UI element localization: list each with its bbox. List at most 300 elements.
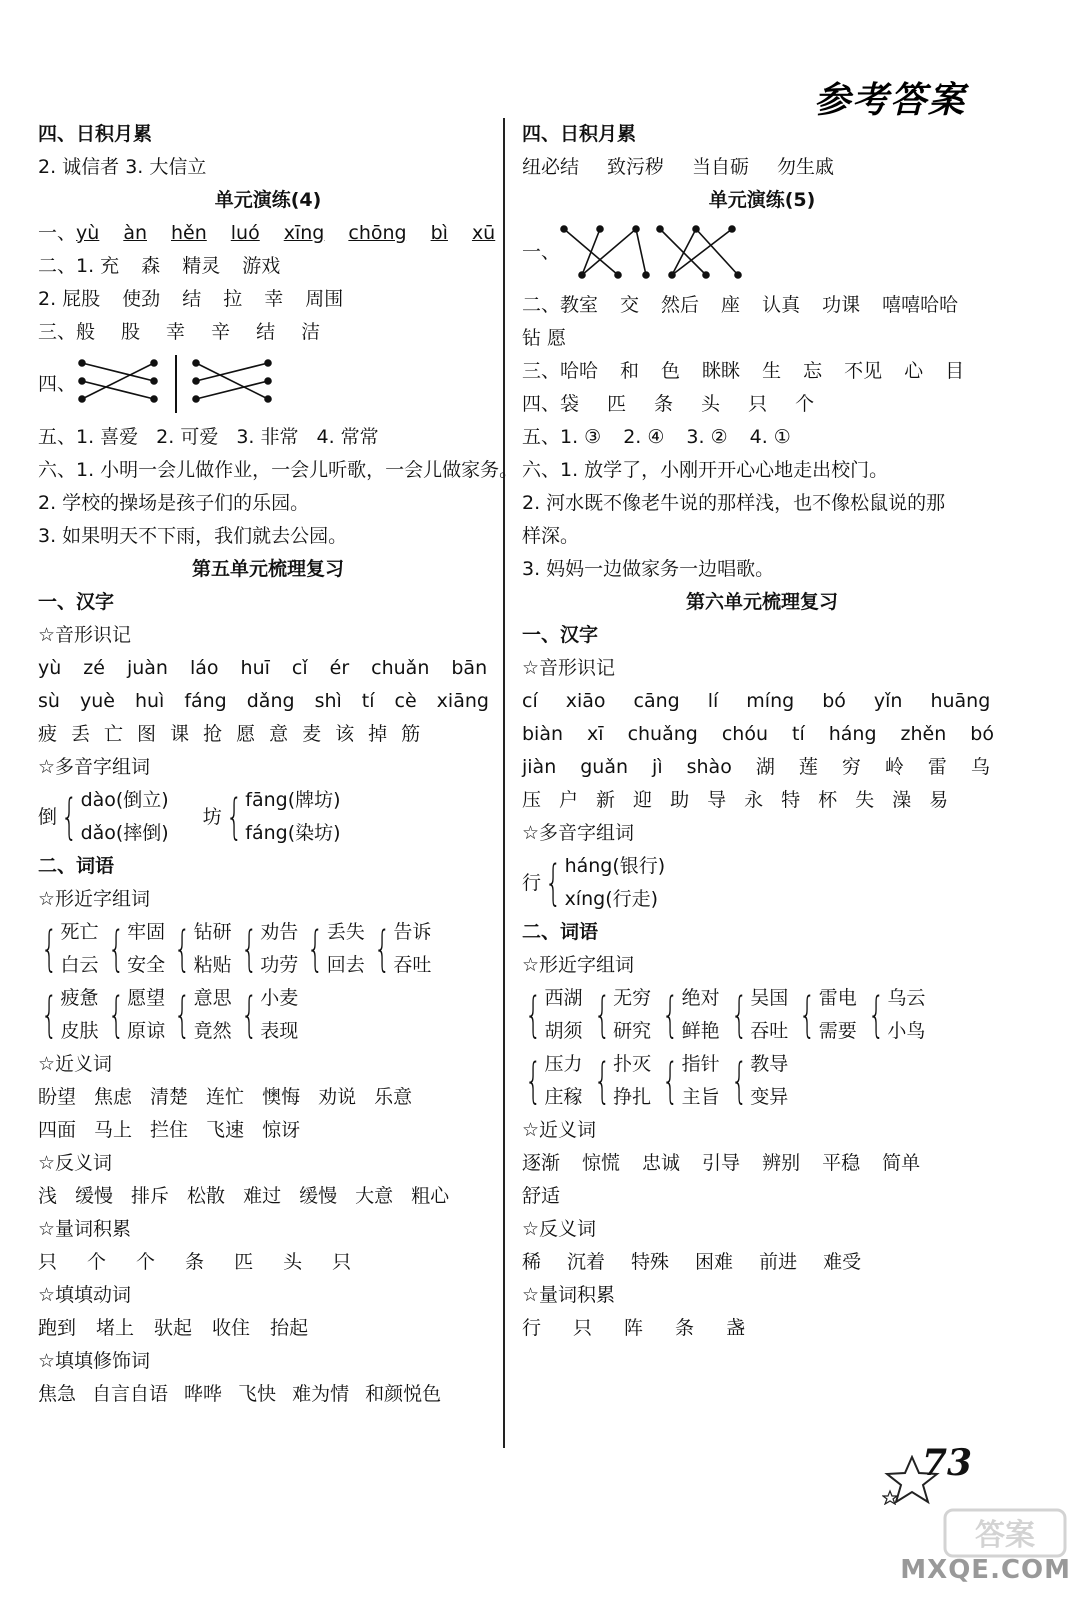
subsection-heading: ☆量词积累 [522, 1284, 616, 1306]
subsection-heading: ☆近义词 [522, 1119, 597, 1141]
word-pair-item: 胡须 [544, 1020, 583, 1042]
answer-token: 驮起 [154, 1317, 193, 1339]
word-pair [659, 1048, 720, 1114]
section-heading: 一、汉字 [38, 591, 115, 613]
pinyin-line [38, 685, 498, 718]
brace-icon: { [730, 987, 748, 1043]
brace-icon: { [60, 789, 78, 845]
word-pair [38, 916, 99, 982]
brace-icon: { [524, 987, 542, 1043]
word-pair-item: 意思 [193, 987, 232, 1009]
word-pair-item: 皮肤 [60, 1020, 99, 1042]
answer-token: 勿生戚 [777, 156, 835, 178]
answer-token: 五、1. ③ [522, 426, 602, 448]
polyphone-group [38, 784, 498, 850]
word-pair-item: 庄稼 [544, 1086, 583, 1108]
section-heading: 一、汉字 [522, 624, 599, 646]
answer-token: 结 [256, 321, 276, 343]
answer-line [38, 421, 498, 454]
answer-token: luó [230, 222, 260, 244]
answer-token: 辨别 [762, 1152, 801, 1174]
similar-char-group [38, 916, 498, 982]
answer-line: 六、1. 小明一会儿做作业，一会儿听歌，一会儿做家务。 [38, 459, 519, 481]
answer-token: 课 [170, 723, 190, 745]
column-divider [503, 118, 505, 1448]
word-line [38, 1081, 498, 1114]
answer-line: 六、1. 放学了，小刚开开心心地走出校门。 [522, 459, 889, 481]
answer-token: 愿 [236, 723, 256, 745]
word-pair [171, 982, 232, 1048]
answer-token: 麦 [302, 723, 322, 745]
answer-token: 自言自语 [92, 1383, 169, 1405]
word-pair-item: 牢固 [127, 921, 166, 943]
answer-token: 2. 可爱 [156, 426, 219, 448]
answer-token: 忠诚 [642, 1152, 681, 1174]
brace-icon: { [799, 987, 816, 1043]
answer-token: 平稳 [822, 1152, 861, 1174]
word-pair-item: 吴国 [750, 987, 789, 1009]
word-pair-item: 白云 [60, 954, 99, 976]
word-pair-item: 吞吐 [393, 954, 432, 976]
answer-token: shì [314, 690, 342, 712]
unit-title: 第六单元梳理复习 [685, 591, 838, 613]
polyphone-item: fáng(染坊) [245, 822, 341, 844]
answer-token: 筋 [401, 723, 421, 745]
answer-token: 缓慢 [299, 1185, 338, 1207]
page-number: 73 [922, 1442, 973, 1484]
answer-line [38, 316, 498, 349]
answer-token: zé [83, 657, 105, 679]
answer-token: 疲 [38, 723, 58, 745]
answer-token: 3. 非常 [236, 426, 299, 448]
answer-token: 心 [904, 360, 924, 382]
answer-line [522, 388, 1002, 421]
answer-token: 幸 [166, 321, 186, 343]
answer-token: 引导 [702, 1152, 741, 1174]
brace-icon: { [730, 1053, 748, 1109]
answer-token: 莲 [798, 756, 818, 778]
word-pair [238, 982, 299, 1048]
word-line [38, 1180, 498, 1213]
answer-token: 掉 [368, 723, 388, 745]
word-pair-item: 劝告 [260, 921, 299, 943]
answer-token: 生 [762, 360, 782, 382]
answer-token: 户 [559, 789, 579, 811]
word-pair [659, 982, 720, 1048]
answer-token: 迎 [633, 789, 653, 811]
answer-line: 2. 诚信者 3. 大信立 [38, 156, 207, 178]
answer-token: 嘻嘻哈哈 [882, 294, 959, 316]
brace-icon: { [524, 1053, 542, 1109]
answer-token: 收住 [212, 1317, 251, 1339]
answer-token: cí [522, 690, 538, 712]
answer-token: 色 [661, 360, 681, 382]
subsection-heading: ☆多音字组词 [38, 756, 151, 778]
answer-token: huī [240, 657, 270, 679]
answer-token: 岭 [884, 756, 904, 778]
answer-token: hěn [171, 222, 207, 244]
answer-token: 图 [137, 723, 157, 745]
answer-token: 二、1. 充 [38, 255, 120, 277]
word-pair-item: 鲜艳 [681, 1020, 720, 1042]
section-title: 四、日积月累 [38, 123, 153, 145]
word-pair [522, 1048, 583, 1114]
answer-token: 辛 [211, 321, 231, 343]
word-pair [105, 982, 166, 1048]
answer-token: 新 [596, 789, 616, 811]
subsection-heading: ☆填填动词 [38, 1284, 132, 1306]
pinyin-line [522, 751, 1002, 784]
subsection-heading: ☆多音字组词 [522, 822, 635, 844]
answer-token: 只 [748, 393, 768, 415]
answer-token: láo [189, 657, 219, 679]
answer-token: bó [970, 723, 994, 745]
answer-token: 盼望 [38, 1086, 77, 1108]
answer-token: 二、教室 [522, 294, 599, 316]
answer-token: xīng [283, 222, 325, 244]
answer-token: 亡 [104, 723, 124, 745]
word-pair-item: 西湖 [544, 987, 583, 1009]
answer-token: 只 [332, 1251, 352, 1273]
answer-token: ér [329, 657, 350, 679]
polyphone-item: dǎo(摔倒) [80, 822, 169, 844]
answer-token: 湖 [755, 756, 775, 778]
subsection-heading: ☆反义词 [38, 1152, 113, 1174]
answer-token: 乌 [970, 756, 990, 778]
answer-token: 缓慢 [75, 1185, 114, 1207]
answer-line: 2. 学校的操场是孩子们的乐园。 [38, 492, 310, 514]
subsection-heading: ☆形近字组词 [522, 954, 635, 976]
brace-icon: { [867, 987, 885, 1043]
answer-token: 特殊 [631, 1251, 670, 1273]
word-pair-item: 表现 [260, 1020, 299, 1042]
matching-answer [38, 351, 498, 417]
answer-token: 阵 [624, 1317, 644, 1339]
word-pair-item: 扑灭 [613, 1053, 652, 1075]
character-line [38, 718, 498, 751]
answer-token: 个 [136, 1251, 156, 1273]
answer-line [522, 421, 1002, 454]
word-pair-item: 告诉 [393, 921, 432, 943]
answer-token: 忘 [803, 360, 823, 382]
answer-token: 头 [701, 393, 721, 415]
answer-token: 该 [335, 723, 355, 745]
similar-char-group [38, 982, 498, 1048]
word-pair-item: 死亡 [60, 921, 99, 943]
word-pair [865, 982, 926, 1048]
unit-title: 单元演练(5) [708, 189, 816, 211]
answer-token: 大意 [355, 1185, 394, 1207]
answer-token: cāng [633, 690, 680, 712]
answer-token: 2. 屁股 [38, 288, 101, 310]
answer-token: 澡 [892, 789, 912, 811]
subsection-heading: ☆近义词 [38, 1053, 113, 1075]
answer-token: 雷 [927, 756, 947, 778]
polyphone-item: xíng(行走) [564, 888, 659, 910]
polyphone-group [522, 850, 1002, 916]
brace-icon: { [225, 789, 243, 845]
answer-token: 洁 [301, 321, 321, 343]
answer-token: 三、哈哈 [522, 360, 599, 382]
answer-token: 劝说 [318, 1086, 357, 1108]
similar-char-group [522, 1048, 1002, 1114]
answer-token: jiàn [522, 756, 557, 778]
word-line [522, 1246, 1002, 1279]
unit-title: 第五单元梳理复习 [191, 558, 344, 580]
answer-token: 难为情 [292, 1383, 350, 1405]
word-pair-item: 变异 [750, 1086, 789, 1108]
answer-token: 使劲 [122, 288, 161, 310]
word-pair [238, 916, 299, 982]
word-pair [171, 916, 232, 982]
word-pair [728, 982, 789, 1048]
word-pair-item: 丢失 [326, 921, 365, 943]
answer-token: 行 [522, 1317, 542, 1339]
polyphone-entry [38, 784, 169, 850]
word-pair-item: 乌云 [887, 987, 926, 1009]
polyphone-item: háng(银行) [564, 855, 666, 877]
question-number: 四、 [38, 373, 77, 395]
answer-token: 然后 [661, 294, 700, 316]
answer-token: 难过 [243, 1185, 282, 1207]
polyphone-entry [522, 850, 665, 916]
polyphone-entry [203, 784, 341, 850]
answer-token: 抢 [203, 723, 223, 745]
section-heading: 二、词语 [38, 855, 115, 877]
answer-token: 马上 [94, 1119, 133, 1141]
answer-token: 拉 [223, 288, 243, 310]
answer-token: 眯眯 [702, 360, 741, 382]
answer-token: 惊讶 [262, 1119, 301, 1141]
answer-token: bān [451, 657, 488, 679]
answer-line [38, 283, 498, 316]
answer-token: 匹 [607, 393, 627, 415]
word-pair [105, 916, 166, 982]
matching-answer [522, 219, 1002, 285]
brace-icon: { [107, 921, 125, 977]
answer-token: guǎn [580, 756, 629, 778]
answer-line: 2. 河水既不像老牛说的那样浅，也不像松鼠说的那 [522, 492, 946, 514]
word-pair-item: 指针 [681, 1053, 720, 1075]
answer-token: 排斥 [131, 1185, 170, 1207]
answer-token: 失 [855, 789, 875, 811]
answer-line: 样深。 [522, 525, 580, 547]
brace-icon: { [307, 921, 324, 977]
answer-token: 和 [620, 360, 640, 382]
answer-token: 粗心 [411, 1185, 450, 1207]
answer-token: 飞快 [238, 1383, 277, 1405]
svg-text:答案: 答案 [975, 1518, 1035, 1553]
answer-token: 杯 [818, 789, 838, 811]
word-pair [304, 916, 365, 982]
word-pair-item: 教导 [750, 1053, 789, 1075]
answer-token: 惊慌 [582, 1152, 621, 1174]
brace-icon: { [173, 921, 191, 977]
word-pair [591, 1048, 652, 1114]
answer-token: 稀 [522, 1251, 542, 1273]
word-pair-item: 粘贴 [193, 954, 232, 976]
answer-token: 结 [182, 288, 202, 310]
answer-token: 精灵 [182, 255, 221, 277]
word-pair [591, 982, 652, 1048]
answer-token: 四、袋 [522, 393, 580, 415]
brace-icon: { [661, 987, 679, 1043]
answer-token: 焦急 [38, 1383, 77, 1405]
answer-token: huāng [930, 690, 991, 712]
brace-icon: { [240, 987, 258, 1043]
answer-line: 3. 妈妈一边做家务一边唱歌。 [522, 558, 775, 580]
word-pair [522, 982, 583, 1048]
subsection-heading: ☆反义词 [522, 1218, 597, 1240]
answer-token: yù [38, 657, 62, 679]
answer-token: tí [792, 723, 805, 745]
answer-token: 焦虑 [94, 1086, 133, 1108]
answer-token: 4. 常常 [316, 426, 379, 448]
word-pair [728, 1048, 789, 1114]
subsection-heading: ☆量词积累 [38, 1218, 132, 1240]
word-pair [796, 982, 857, 1048]
word-line [38, 1312, 498, 1345]
answer-token: biàn [522, 723, 564, 745]
answer-token: dǎng [246, 690, 295, 712]
answer-token: chōng [348, 222, 407, 244]
subsection-heading: ☆填填修饰词 [38, 1350, 151, 1372]
unit-title: 单元演练(4) [214, 189, 322, 211]
section-heading: 二、词语 [522, 921, 599, 943]
brace-icon: { [173, 987, 191, 1043]
word-pair-item: 原谅 [127, 1020, 166, 1042]
answer-line: 钻 愿 [522, 327, 567, 349]
answer-token: 和颜悦色 [365, 1383, 442, 1405]
answer-token: 特 [781, 789, 801, 811]
word-pair-item: 安全 [127, 954, 166, 976]
answer-token: 2. ④ [623, 426, 665, 448]
answer-token: 幸 [264, 288, 284, 310]
word-pair [38, 982, 99, 1048]
answer-token: 个 [87, 1251, 107, 1273]
character-line [522, 784, 1002, 817]
word-line [38, 1378, 498, 1411]
answer-token: 森 [141, 255, 161, 277]
answer-token: yǐn [873, 690, 903, 712]
matching-lines-diagram [560, 219, 760, 285]
answer-token: xiāo [565, 690, 606, 712]
word-pair-item: 雷电 [818, 987, 857, 1009]
pinyin-line [522, 685, 1002, 718]
subsection-heading: ☆音形识记 [522, 657, 616, 679]
answer-token: tí [361, 690, 375, 712]
answer-token: 四面 [38, 1119, 77, 1141]
answer-token: 认真 [762, 294, 801, 316]
word-pair-item: 小鸟 [887, 1020, 926, 1042]
left-column [38, 118, 519, 1411]
answer-token: bì [430, 222, 448, 244]
answer-line [522, 355, 1002, 388]
polyphone-item: fāng(牌坊) [245, 789, 341, 811]
answer-token: 功课 [822, 294, 861, 316]
brace-icon: { [107, 987, 125, 1043]
answer-token: xū [471, 222, 496, 244]
answer-token: 连忙 [206, 1086, 245, 1108]
word-pair-item: 吞吐 [750, 1020, 789, 1042]
matching-lines-diagram [76, 351, 316, 417]
word-pair-item: 回去 [326, 954, 365, 976]
answer-token: 个 [795, 393, 815, 415]
brace-icon: { [373, 921, 391, 977]
answer-token: yuè [79, 690, 115, 712]
question-number: 一、 [522, 241, 561, 263]
answer-token: 当自砺 [692, 156, 750, 178]
polyphone-char: 倒 [38, 805, 58, 828]
pinyin-line [522, 718, 1002, 751]
word-pair-item: 愿望 [127, 987, 166, 1009]
brace-icon: { [240, 921, 258, 977]
watermark-text: MXQE.COM [900, 1555, 1071, 1585]
answer-token: 浅 [38, 1185, 58, 1207]
right-column [522, 118, 1002, 1345]
answer-token: shào [686, 756, 732, 778]
answer-token: 丢 [71, 723, 91, 745]
word-pair-item: 小麦 [260, 987, 299, 1009]
polyphone-char: 行 [522, 871, 542, 894]
answer-token: 清楚 [150, 1086, 189, 1108]
answer-token: míng [746, 690, 795, 712]
answer-token: 难受 [823, 1251, 862, 1273]
answer-token: 跑到 [38, 1317, 77, 1339]
subsection-heading: ☆音形识记 [38, 624, 132, 646]
pinyin-line [38, 652, 498, 685]
answer-token: 简单 [882, 1152, 921, 1174]
answer-token: 压 [522, 789, 542, 811]
brace-icon: { [593, 987, 611, 1043]
answer-token: cǐ [291, 657, 308, 679]
answer-token: 座 [721, 294, 741, 316]
word-line [522, 1147, 1002, 1180]
answer-token: chuǎn [371, 657, 430, 679]
answer-token: xī [587, 723, 604, 745]
answer-token: huì [134, 690, 165, 712]
answer-token: 导 [707, 789, 727, 811]
answer-token: 永 [744, 789, 764, 811]
answer-token: 股 [121, 321, 141, 343]
answer-token: bó [822, 690, 846, 712]
answer-token: 助 [670, 789, 690, 811]
answer-token: 抬起 [270, 1317, 309, 1339]
brace-icon: { [40, 987, 58, 1043]
question-number: 一、 [38, 222, 77, 244]
word-pair-item: 功劳 [260, 954, 299, 976]
answer-token: zhěn [900, 723, 947, 745]
word-pair-item: 无穷 [613, 987, 652, 1009]
polyphone-char: 坊 [202, 805, 222, 828]
answer-token: 游戏 [242, 255, 281, 277]
word-pair-item: 需要 [818, 1020, 857, 1042]
word-pair-item: 钻研 [193, 921, 232, 943]
brace-icon: { [40, 921, 58, 977]
polyphone-item: dào(倒立) [80, 789, 169, 811]
answer-token: 飞速 [206, 1119, 245, 1141]
answer-token: àn [123, 222, 147, 244]
answer-token: 意 [269, 723, 289, 745]
answer-token: 只 [38, 1251, 58, 1273]
answer-line [38, 250, 498, 283]
answer-token: 条 [185, 1251, 205, 1273]
answer-line-pinyin [38, 217, 498, 250]
answer-token: 条 [654, 393, 674, 415]
answer-token: 匹 [234, 1251, 254, 1273]
answer-token: 周围 [305, 288, 344, 310]
answer-token: 哗哗 [184, 1383, 223, 1405]
